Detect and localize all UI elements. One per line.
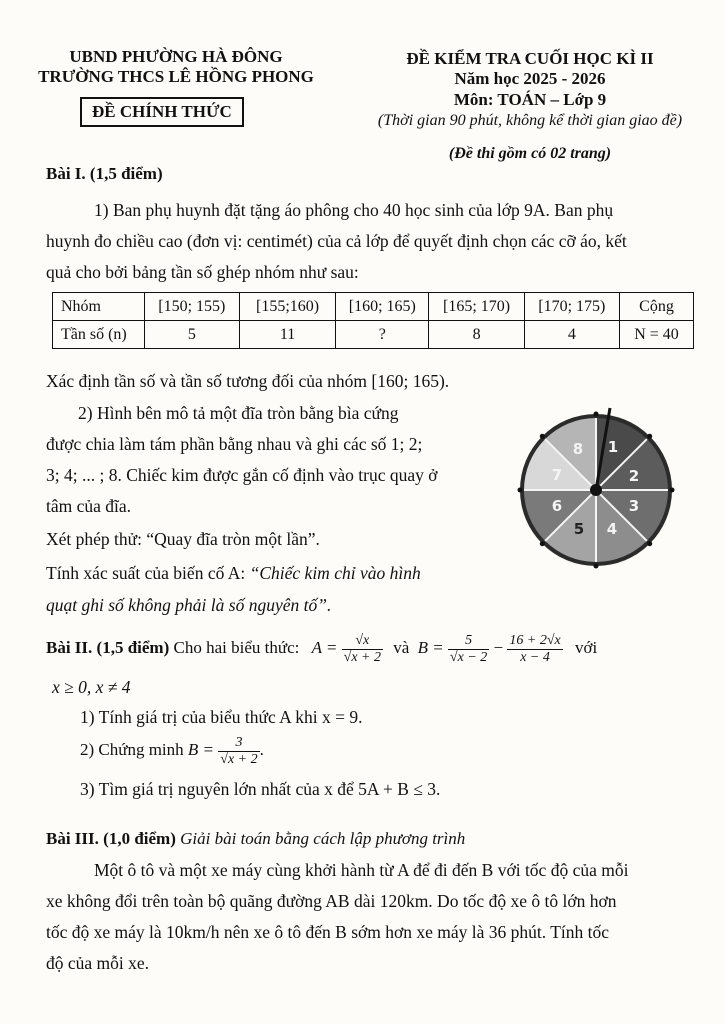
exam-title: ĐỀ KIỂM TRA CUỐI HỌC KÌ II — [406, 49, 654, 68]
table-cell: [160; 165) — [336, 293, 429, 321]
expr-a-num: √x — [342, 633, 383, 650]
expr-a-fraction — [342, 633, 383, 666]
bai3-line3: tốc độ xe máy là 10km/h nên xe ô tô đến B sớm hơn xe máy là 36 phút. Tính tốc — [46, 922, 610, 942]
bai3-line1: Một ô tô và một xe máy cùng khởi hành từ A để đi đến B với tốc độ của mỗi — [94, 860, 629, 880]
bai3-line4: độ của mỗi xe. — [46, 953, 150, 973]
school-name: TRƯỜNG THCS LÊ HỒNG PHONG — [38, 67, 314, 86]
bai1-p2-line5: Xét phép thử: “Quay đĩa tròn một lần”. — [46, 529, 320, 549]
wheel-label-6: 6 — [551, 497, 563, 515]
official-label: ĐỀ CHÍNH THỨC — [80, 97, 244, 127]
bai3-subtitle: Giải bài toán bằng cách lập phương trình — [180, 829, 466, 848]
bai2-q2 — [80, 730, 264, 770]
bai2-condition: x ≥ 0, x ≠ 4 — [52, 677, 131, 697]
table-cell: 11 — [239, 321, 335, 349]
bai2-header-line — [46, 628, 706, 668]
frequency-table — [52, 292, 694, 349]
table-cell: Cộng — [619, 293, 693, 321]
bai1-p2-line2: được chia làm tám phần bằng nhau và ghi các số 1; 2; — [46, 434, 423, 454]
wheel-label-5: 5 — [573, 520, 585, 538]
bai2-q3: 3) Tìm giá trị nguyên lớn nhất của x để 5A + B ≤ 3. — [80, 779, 441, 799]
expr-b-fraction1 — [448, 633, 489, 666]
ward-name: UBND PHƯỜNG HÀ ĐÔNG — [69, 47, 283, 66]
bai3-line2: xe không đổi trên toàn bộ quãng đường AB dài 120km. Do tốc độ xe ô tô lớn hơn — [46, 891, 617, 911]
bai2-q1: 1) Tính giá trị của biểu thức A khi x = 9. — [80, 707, 363, 727]
table-cell: N = 40 — [619, 321, 693, 349]
table-cell: [165; 170) — [429, 293, 524, 321]
expr-b-num1: 5 — [448, 633, 489, 650]
bai1-p1-question: Xác định tần số và tần số tương đối của nhóm [160; 165). — [46, 371, 450, 391]
table-cell: 8 — [429, 321, 524, 349]
wheel-label-4: 4 — [606, 520, 618, 538]
spinner-wheel — [506, 400, 686, 580]
table-header-row — [53, 293, 694, 321]
bai2-title: Bài II. (1,5 điểm) — [46, 638, 170, 657]
wheel-label-7: 7 — [551, 466, 563, 484]
table-row — [53, 321, 694, 349]
table-cell: [150; 155) — [144, 293, 239, 321]
bai1-p2-line4: tâm của đĩa. — [46, 496, 132, 516]
bai1-p2-line6-italic: “Chiếc kim chỉ vào hình — [249, 563, 421, 583]
bai1-title: Bài I. (1,5 điểm) — [46, 164, 163, 183]
minus-sign: − — [493, 638, 504, 657]
expr-a-den: √x + 2 — [343, 649, 382, 665]
expr-b-fraction2 — [507, 633, 562, 666]
table-cell: 4 — [524, 321, 619, 349]
pages-note: (Đề thi gồm có 02 trang) — [448, 145, 612, 162]
wheel-label-8: 8 — [572, 440, 584, 458]
bai2-q2-text: 2) Chứng minh — [80, 740, 184, 759]
spinner-hub — [590, 484, 602, 496]
bai1-p1-line1: 1) Ban phụ huynh đặt tặng áo phông cho 40 học sinh của lớp 9A. Ban phụ — [94, 200, 614, 220]
with-word: với — [574, 638, 598, 657]
table-cell: Nhóm — [53, 293, 145, 321]
bai1-p1-line3: quả cho bởi bảng tần số ghép nhóm như sau: — [46, 262, 359, 282]
expr-b-num2: 16 + 2√x — [509, 632, 561, 648]
table-cell: [155;160) — [239, 293, 335, 321]
wheel-label-1: 1 — [607, 438, 619, 456]
expr-b-den2: x − 4 — [520, 649, 550, 665]
bai1-p2-line7: quạt ghi số không phải là số nguyên tố”. — [46, 595, 332, 615]
bai2-intro: Cho hai biểu thức: — [173, 638, 300, 657]
bai2-q2-den: √x + 2 — [220, 751, 258, 767]
expr-a-lhs: A = — [311, 638, 338, 657]
wheel-label-2: 2 — [628, 467, 640, 485]
expr-b-den1: √x − 2 — [449, 649, 488, 665]
bai1-p2-line6-plain: Tính xác suất của biến cố A: — [46, 563, 250, 583]
bai2-q2-fraction — [218, 735, 259, 768]
table-cell: ? — [336, 321, 429, 349]
bai3-header — [46, 826, 465, 852]
subject: Môn: TOÁN – Lớp 9 — [453, 90, 607, 109]
bai1-p2-line6 — [46, 558, 470, 588]
wheel-label-3: 3 — [628, 497, 640, 515]
school-year: Năm học 2025 - 2026 — [454, 69, 606, 88]
bai1-p1-line2: huynh đo chiều cao (đơn vị: centimét) của cả lớp để quyết định chọn các cỡ áo, kết — [46, 231, 627, 251]
and-word: và — [393, 638, 410, 657]
bai2-q2-lhs: B = — [187, 740, 215, 759]
exam-duration: (Thời gian 90 phút, không kể thời gian giao đề) — [377, 112, 683, 129]
table-cell: [170; 175) — [524, 293, 619, 321]
expr-b-lhs: B = — [417, 638, 444, 657]
bai1-p2-line3: 3; 4; ... ; 8. Chiếc kim được gắn cố định vào trục quay ở — [46, 465, 438, 485]
table-cell: 5 — [144, 321, 239, 349]
bai1-p2-line1: 2) Hình bên mô tả một đĩa tròn bằng bìa cứng — [78, 403, 399, 423]
bai2-q2-end: . — [259, 740, 264, 759]
table-cell: Tần số (n) — [53, 321, 145, 349]
bai3-title: Bài III. (1,0 điểm) — [46, 829, 176, 848]
bai2-q2-num: 3 — [218, 735, 259, 752]
